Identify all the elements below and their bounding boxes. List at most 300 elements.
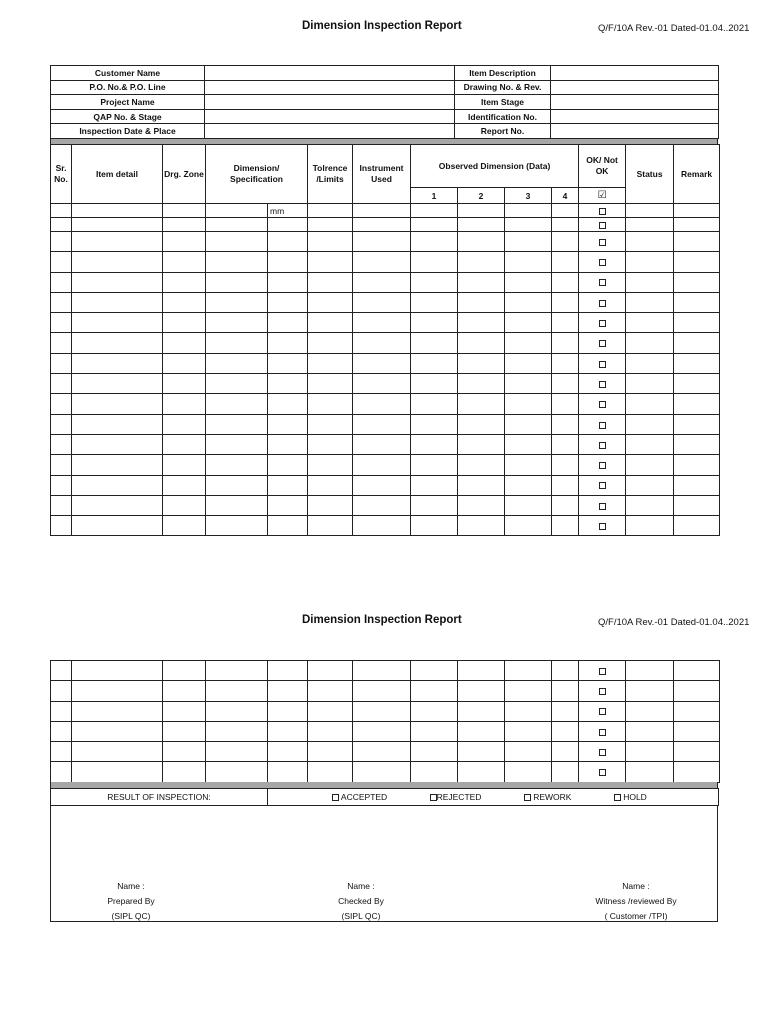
table-cell[interactable] xyxy=(268,742,308,762)
table-cell[interactable] xyxy=(505,721,552,741)
info-value-field[interactable] xyxy=(205,66,455,81)
table-cell[interactable] xyxy=(458,374,505,394)
table-cell[interactable] xyxy=(458,272,505,292)
table-cell[interactable] xyxy=(268,232,308,252)
table-cell[interactable] xyxy=(411,394,458,414)
table-cell[interactable] xyxy=(353,475,411,495)
table-cell[interactable] xyxy=(72,292,163,312)
ok-checkbox-cell[interactable] xyxy=(579,495,626,515)
ok-checkbox-cell[interactable] xyxy=(579,272,626,292)
option-hold[interactable]: HOLD xyxy=(614,792,647,802)
table-cell[interactable] xyxy=(206,455,268,475)
table-cell[interactable] xyxy=(268,762,308,782)
table-cell[interactable] xyxy=(626,218,674,232)
table-cell[interactable] xyxy=(163,218,206,232)
table-cell[interactable] xyxy=(674,455,720,475)
table-cell[interactable] xyxy=(268,681,308,701)
table-cell[interactable] xyxy=(308,272,353,292)
table-cell[interactable] xyxy=(458,762,505,782)
table-cell[interactable] xyxy=(674,204,720,218)
table-cell[interactable] xyxy=(505,475,552,495)
table-cell[interactable] xyxy=(308,414,353,434)
table-cell[interactable] xyxy=(411,681,458,701)
table-cell[interactable] xyxy=(458,495,505,515)
table-cell[interactable] xyxy=(353,681,411,701)
table-cell[interactable] xyxy=(552,313,579,333)
table-cell[interactable] xyxy=(353,455,411,475)
table-cell[interactable] xyxy=(626,661,674,681)
table-cell[interactable] xyxy=(552,434,579,454)
info-value-field[interactable] xyxy=(551,124,719,139)
table-cell[interactable] xyxy=(268,374,308,394)
table-cell[interactable] xyxy=(353,516,411,536)
table-cell[interactable] xyxy=(674,414,720,434)
table-cell[interactable] xyxy=(308,455,353,475)
table-cell[interactable] xyxy=(206,661,268,681)
table-cell[interactable] xyxy=(268,272,308,292)
table-cell[interactable] xyxy=(411,204,458,218)
table-cell[interactable] xyxy=(163,495,206,515)
table-cell[interactable] xyxy=(268,475,308,495)
table-cell[interactable] xyxy=(308,661,353,681)
checkbox-icon[interactable] xyxy=(599,222,606,229)
table-cell[interactable] xyxy=(308,218,353,232)
table-cell[interactable] xyxy=(353,742,411,762)
table-cell[interactable] xyxy=(51,252,72,272)
table-cell[interactable] xyxy=(268,394,308,414)
table-cell[interactable] xyxy=(505,333,552,353)
table-cell[interactable] xyxy=(411,252,458,272)
ok-checkbox-cell[interactable] xyxy=(579,681,626,701)
table-cell[interactable] xyxy=(458,232,505,252)
table-cell[interactable] xyxy=(458,353,505,373)
table-cell[interactable] xyxy=(51,232,72,252)
checkbox-icon[interactable] xyxy=(599,422,606,429)
table-cell[interactable] xyxy=(674,742,720,762)
table-cell[interactable] xyxy=(552,516,579,536)
table-cell[interactable] xyxy=(626,701,674,721)
table-cell[interactable] xyxy=(458,252,505,272)
table-cell[interactable] xyxy=(626,762,674,782)
table-cell[interactable] xyxy=(308,762,353,782)
table-cell[interactable] xyxy=(206,434,268,454)
checkbox-icon[interactable] xyxy=(430,794,437,801)
info-value-field[interactable] xyxy=(551,66,719,81)
table-cell[interactable] xyxy=(674,374,720,394)
table-cell[interactable] xyxy=(308,333,353,353)
info-value-field[interactable] xyxy=(205,109,455,124)
table-cell[interactable] xyxy=(206,701,268,721)
table-cell[interactable] xyxy=(72,516,163,536)
checkbox-icon[interactable] xyxy=(599,340,606,347)
table-cell[interactable] xyxy=(206,414,268,434)
table-cell[interactable] xyxy=(626,272,674,292)
table-cell[interactable] xyxy=(674,292,720,312)
table-cell[interactable] xyxy=(72,272,163,292)
ok-checkbox-cell[interactable] xyxy=(579,313,626,333)
table-cell[interactable] xyxy=(505,232,552,252)
table-cell[interactable] xyxy=(458,204,505,218)
table-cell[interactable] xyxy=(552,701,579,721)
table-cell[interactable] xyxy=(626,495,674,515)
table-cell[interactable] xyxy=(51,353,72,373)
table-cell[interactable] xyxy=(626,434,674,454)
table-cell[interactable] xyxy=(206,762,268,782)
ok-checkbox-cell[interactable] xyxy=(579,434,626,454)
table-cell[interactable] xyxy=(163,661,206,681)
table-cell[interactable] xyxy=(505,313,552,333)
table-cell[interactable] xyxy=(552,762,579,782)
table-cell[interactable] xyxy=(458,292,505,312)
table-cell[interactable] xyxy=(353,272,411,292)
table-cell[interactable] xyxy=(268,661,308,681)
table-cell[interactable] xyxy=(411,374,458,394)
table-cell[interactable] xyxy=(308,353,353,373)
table-cell[interactable] xyxy=(51,516,72,536)
table-cell[interactable] xyxy=(626,252,674,272)
table-cell[interactable] xyxy=(552,353,579,373)
table-cell[interactable] xyxy=(72,374,163,394)
table-cell[interactable] xyxy=(458,742,505,762)
checkbox-icon[interactable] xyxy=(599,523,606,530)
table-cell[interactable] xyxy=(674,762,720,782)
option-accepted[interactable]: ACCEPTED xyxy=(332,792,387,802)
table-cell[interactable] xyxy=(72,495,163,515)
table-cell[interactable] xyxy=(163,204,206,218)
table-cell[interactable] xyxy=(674,475,720,495)
table-cell[interactable] xyxy=(505,218,552,232)
table-cell[interactable] xyxy=(72,414,163,434)
checkbox-icon[interactable] xyxy=(599,239,606,246)
table-cell[interactable] xyxy=(163,394,206,414)
table-cell[interactable] xyxy=(626,681,674,701)
checkbox-icon[interactable] xyxy=(599,381,606,388)
table-cell[interactable] xyxy=(626,204,674,218)
table-cell[interactable] xyxy=(308,516,353,536)
checkbox-icon[interactable] xyxy=(599,208,606,215)
table-cell[interactable] xyxy=(505,661,552,681)
table-cell[interactable] xyxy=(353,701,411,721)
ok-checkbox-cell[interactable] xyxy=(579,475,626,495)
table-cell[interactable] xyxy=(458,394,505,414)
table-cell[interactable] xyxy=(552,742,579,762)
table-cell[interactable] xyxy=(72,434,163,454)
table-cell[interactable] xyxy=(206,252,268,272)
table-cell[interactable] xyxy=(163,475,206,495)
checkbox-icon[interactable] xyxy=(599,279,606,286)
ok-checkbox-cell[interactable] xyxy=(579,742,626,762)
table-cell[interactable] xyxy=(51,475,72,495)
info-value-field[interactable] xyxy=(205,95,455,110)
table-cell[interactable] xyxy=(411,762,458,782)
checkbox-icon[interactable] xyxy=(599,708,606,715)
table-cell[interactable] xyxy=(626,353,674,373)
table-cell[interactable] xyxy=(411,414,458,434)
table-cell[interactable] xyxy=(411,292,458,312)
table-cell[interactable] xyxy=(458,414,505,434)
table-cell[interactable] xyxy=(552,218,579,232)
table-cell[interactable] xyxy=(411,701,458,721)
table-cell[interactable] xyxy=(72,455,163,475)
info-value-field[interactable] xyxy=(205,124,455,139)
table-cell[interactable] xyxy=(51,204,72,218)
table-cell[interactable] xyxy=(552,374,579,394)
checkbox-icon[interactable] xyxy=(524,794,531,801)
table-cell[interactable] xyxy=(353,762,411,782)
table-cell[interactable] xyxy=(458,475,505,495)
table-cell[interactable] xyxy=(51,333,72,353)
table-cell[interactable] xyxy=(268,516,308,536)
ok-checkbox-cell[interactable] xyxy=(579,762,626,782)
table-cell[interactable] xyxy=(51,414,72,434)
table-cell[interactable] xyxy=(268,313,308,333)
table-cell[interactable] xyxy=(353,434,411,454)
table-cell[interactable] xyxy=(626,232,674,252)
table-cell[interactable] xyxy=(674,272,720,292)
checkbox-icon[interactable] xyxy=(599,482,606,489)
checkbox-icon[interactable] xyxy=(599,401,606,408)
info-value-field[interactable] xyxy=(551,109,719,124)
table-cell[interactable] xyxy=(626,292,674,312)
table-cell[interactable] xyxy=(51,762,72,782)
table-cell[interactable] xyxy=(674,434,720,454)
table-cell[interactable] xyxy=(268,434,308,454)
option-rework[interactable]: REWORK xyxy=(524,792,572,802)
table-cell[interactable] xyxy=(163,701,206,721)
checkbox-icon[interactable] xyxy=(599,462,606,469)
table-cell[interactable] xyxy=(674,495,720,515)
table-cell[interactable] xyxy=(552,455,579,475)
checkbox-icon[interactable] xyxy=(599,320,606,327)
table-cell[interactable] xyxy=(505,252,552,272)
table-cell[interactable] xyxy=(505,292,552,312)
checkbox-icon[interactable] xyxy=(599,503,606,510)
table-cell[interactable] xyxy=(505,272,552,292)
table-cell[interactable] xyxy=(626,516,674,536)
table-cell[interactable] xyxy=(505,701,552,721)
ok-checkbox-cell[interactable] xyxy=(579,516,626,536)
table-cell[interactable] xyxy=(268,721,308,741)
checkbox-icon[interactable] xyxy=(599,769,606,776)
table-cell[interactable] xyxy=(308,313,353,333)
table-cell[interactable] xyxy=(353,661,411,681)
table-cell[interactable] xyxy=(308,742,353,762)
table-cell[interactable] xyxy=(505,516,552,536)
table-cell[interactable] xyxy=(552,252,579,272)
ok-checkbox-cell[interactable] xyxy=(579,414,626,434)
table-cell[interactable] xyxy=(163,455,206,475)
table-cell[interactable] xyxy=(626,721,674,741)
table-cell[interactable] xyxy=(353,333,411,353)
table-cell[interactable] xyxy=(626,333,674,353)
table-cell[interactable] xyxy=(674,394,720,414)
table-cell[interactable] xyxy=(72,218,163,232)
table-cell[interactable] xyxy=(458,681,505,701)
table-cell[interactable] xyxy=(268,218,308,232)
table-cell[interactable] xyxy=(674,516,720,536)
table-cell[interactable] xyxy=(308,721,353,741)
table-cell[interactable] xyxy=(72,394,163,414)
table-cell[interactable] xyxy=(51,292,72,312)
table-cell[interactable] xyxy=(308,204,353,218)
table-cell[interactable] xyxy=(72,313,163,333)
table-cell[interactable] xyxy=(72,475,163,495)
ok-checkbox-cell[interactable] xyxy=(579,218,626,232)
table-cell[interactable] xyxy=(411,333,458,353)
table-cell[interactable] xyxy=(552,333,579,353)
table-cell[interactable] xyxy=(72,333,163,353)
table-cell[interactable] xyxy=(268,495,308,515)
table-cell[interactable] xyxy=(674,681,720,701)
table-cell[interactable] xyxy=(411,272,458,292)
table-cell[interactable] xyxy=(505,374,552,394)
table-cell[interactable] xyxy=(51,681,72,701)
table-cell[interactable] xyxy=(353,374,411,394)
table-cell[interactable] xyxy=(411,353,458,373)
table-cell[interactable] xyxy=(505,353,552,373)
table-cell[interactable] xyxy=(505,414,552,434)
table-cell[interactable] xyxy=(206,218,268,232)
table-cell[interactable] xyxy=(268,292,308,312)
table-cell[interactable] xyxy=(674,661,720,681)
ok-checkbox-cell[interactable] xyxy=(579,204,626,218)
table-cell[interactable] xyxy=(674,252,720,272)
table-cell[interactable] xyxy=(458,661,505,681)
table-cell[interactable] xyxy=(206,204,268,218)
table-cell[interactable] xyxy=(163,721,206,741)
table-cell[interactable] xyxy=(206,721,268,741)
table-cell[interactable] xyxy=(206,742,268,762)
table-cell[interactable] xyxy=(51,495,72,515)
table-cell[interactable] xyxy=(458,434,505,454)
ok-checkbox-cell[interactable] xyxy=(579,455,626,475)
table-cell[interactable] xyxy=(308,681,353,701)
table-cell[interactable] xyxy=(268,353,308,373)
checkbox-icon[interactable] xyxy=(614,794,621,801)
table-cell[interactable] xyxy=(163,252,206,272)
table-cell[interactable] xyxy=(411,455,458,475)
table-cell[interactable] xyxy=(163,681,206,701)
table-cell[interactable] xyxy=(552,292,579,312)
table-cell[interactable] xyxy=(552,681,579,701)
checkbox-icon[interactable] xyxy=(599,688,606,695)
table-cell[interactable] xyxy=(163,516,206,536)
table-cell[interactable] xyxy=(163,292,206,312)
table-cell[interactable] xyxy=(268,414,308,434)
ok-checkbox-cell[interactable] xyxy=(579,701,626,721)
table-cell[interactable] xyxy=(411,721,458,741)
table-cell[interactable] xyxy=(458,701,505,721)
table-cell[interactable] xyxy=(72,232,163,252)
table-cell[interactable] xyxy=(163,742,206,762)
table-cell[interactable] xyxy=(51,455,72,475)
table-cell[interactable] xyxy=(308,701,353,721)
ok-checkbox-cell[interactable] xyxy=(579,374,626,394)
ok-checkbox-cell[interactable] xyxy=(579,394,626,414)
table-cell[interactable] xyxy=(674,701,720,721)
table-cell[interactable] xyxy=(411,742,458,762)
table-cell[interactable] xyxy=(411,218,458,232)
table-cell[interactable] xyxy=(458,218,505,232)
table-cell[interactable] xyxy=(72,661,163,681)
table-cell[interactable] xyxy=(72,742,163,762)
table-cell[interactable] xyxy=(51,374,72,394)
table-cell[interactable] xyxy=(163,374,206,394)
table-cell[interactable] xyxy=(411,313,458,333)
table-cell[interactable] xyxy=(626,414,674,434)
table-cell[interactable] xyxy=(505,204,552,218)
table-cell[interactable] xyxy=(206,475,268,495)
table-cell[interactable] xyxy=(505,762,552,782)
table-cell[interactable] xyxy=(308,292,353,312)
table-cell[interactable] xyxy=(51,701,72,721)
table-cell[interactable] xyxy=(353,721,411,741)
table-cell[interactable] xyxy=(505,742,552,762)
table-cell[interactable] xyxy=(206,394,268,414)
table-cell[interactable] xyxy=(505,455,552,475)
table-cell[interactable] xyxy=(552,661,579,681)
table-cell[interactable] xyxy=(163,272,206,292)
table-cell[interactable] xyxy=(206,272,268,292)
table-cell[interactable] xyxy=(51,721,72,741)
table-cell[interactable] xyxy=(268,455,308,475)
checkbox-icon[interactable] xyxy=(599,300,606,307)
checkbox-icon[interactable] xyxy=(599,729,606,736)
table-cell[interactable] xyxy=(51,742,72,762)
table-cell[interactable] xyxy=(458,333,505,353)
ok-checkbox-cell[interactable] xyxy=(579,721,626,741)
table-cell[interactable] xyxy=(458,455,505,475)
ok-checkbox-cell[interactable] xyxy=(579,353,626,373)
table-cell[interactable] xyxy=(72,353,163,373)
table-cell[interactable] xyxy=(163,434,206,454)
table-cell[interactable] xyxy=(626,475,674,495)
table-cell[interactable] xyxy=(163,333,206,353)
info-value-field[interactable] xyxy=(551,80,719,95)
table-cell[interactable] xyxy=(163,414,206,434)
table-cell[interactable] xyxy=(458,313,505,333)
checkbox-icon[interactable] xyxy=(599,361,606,368)
table-cell[interactable] xyxy=(552,204,579,218)
ok-checkbox-cell[interactable] xyxy=(579,252,626,272)
table-cell[interactable] xyxy=(206,495,268,515)
table-cell[interactable] xyxy=(72,252,163,272)
table-cell[interactable] xyxy=(458,721,505,741)
checkbox-icon[interactable] xyxy=(599,749,606,756)
table-cell[interactable] xyxy=(163,762,206,782)
table-cell[interactable] xyxy=(268,252,308,272)
table-cell[interactable] xyxy=(674,218,720,232)
table-cell[interactable] xyxy=(51,434,72,454)
table-cell[interactable] xyxy=(51,313,72,333)
table-cell[interactable] xyxy=(51,661,72,681)
table-cell[interactable] xyxy=(411,434,458,454)
table-cell[interactable] xyxy=(206,353,268,373)
table-cell[interactable] xyxy=(552,272,579,292)
table-cell[interactable] xyxy=(206,333,268,353)
ok-checkbox-cell[interactable] xyxy=(579,661,626,681)
table-cell[interactable] xyxy=(552,721,579,741)
ok-checkbox-cell[interactable] xyxy=(579,333,626,353)
table-cell[interactable] xyxy=(674,232,720,252)
table-cell[interactable] xyxy=(552,232,579,252)
table-cell[interactable] xyxy=(163,232,206,252)
table-cell[interactable] xyxy=(308,374,353,394)
table-cell[interactable] xyxy=(206,516,268,536)
table-cell[interactable] xyxy=(268,333,308,353)
table-cell[interactable] xyxy=(505,394,552,414)
table-cell[interactable] xyxy=(308,252,353,272)
